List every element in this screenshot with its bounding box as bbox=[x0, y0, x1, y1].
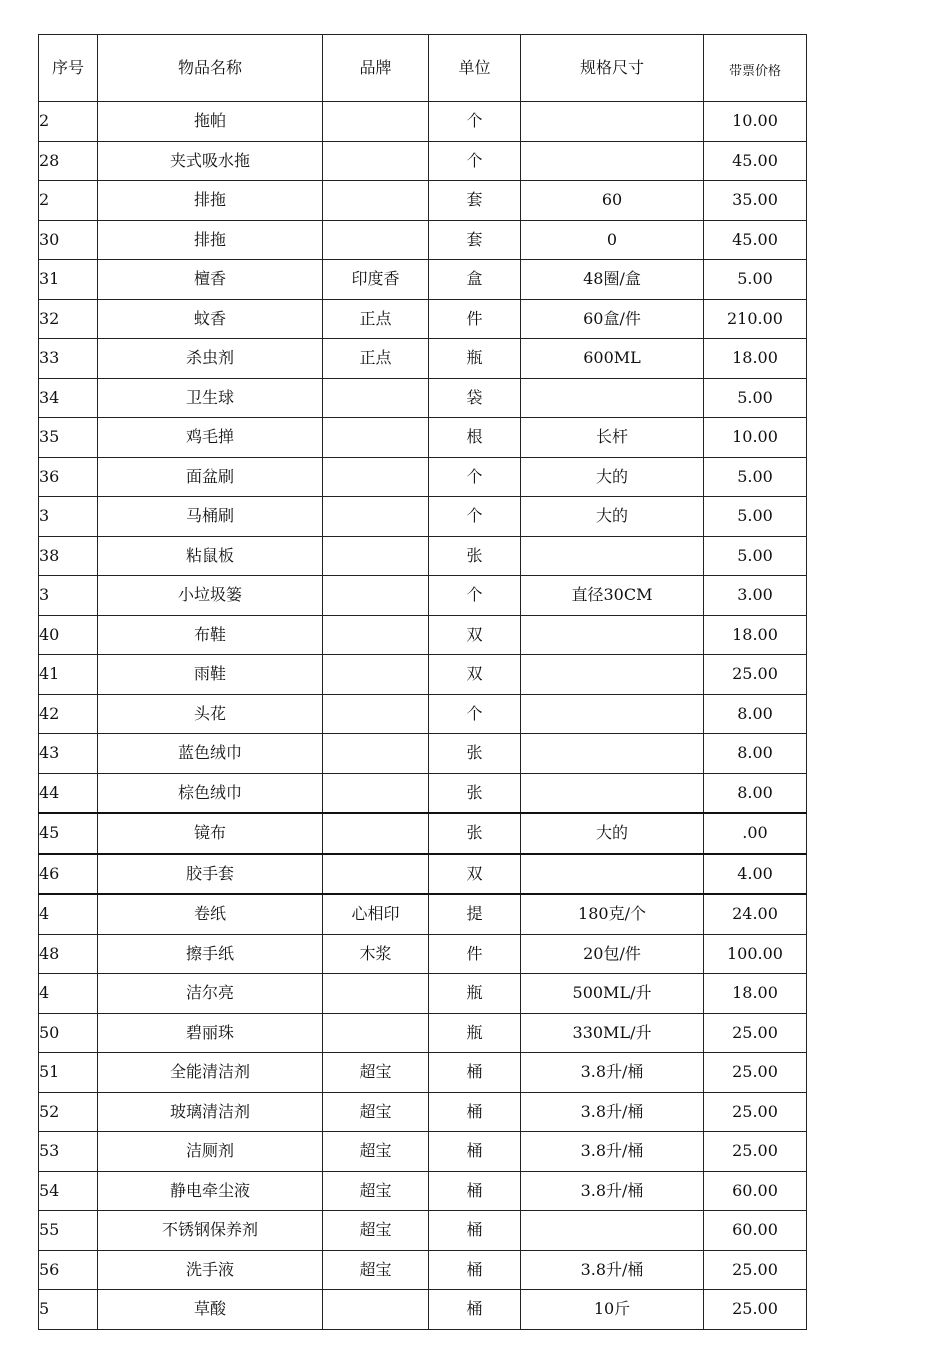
cell-price: 5.00 bbox=[704, 378, 807, 418]
cell-no: 56 bbox=[39, 1250, 98, 1290]
table-row bbox=[39, 181, 807, 221]
cell-price: 5.00 bbox=[704, 260, 807, 300]
cell-brand: 印度香 bbox=[323, 260, 429, 300]
cell-unit: 张 bbox=[429, 536, 521, 576]
cell-no: 45 bbox=[39, 813, 98, 854]
cell-unit: 套 bbox=[429, 220, 521, 260]
cell-price: 35.00 bbox=[704, 181, 807, 221]
header-unit: 单位 bbox=[429, 35, 521, 102]
cell-unit: 件 bbox=[429, 299, 521, 339]
cell-spec: 3.8升/桶 bbox=[521, 1132, 704, 1172]
cell-name: 全能清洁剂 bbox=[98, 1053, 323, 1093]
cell-brand: 超宝 bbox=[323, 1053, 429, 1093]
table-row bbox=[39, 1092, 807, 1132]
cell-brand bbox=[323, 536, 429, 576]
cell-spec: 3.8升/桶 bbox=[521, 1092, 704, 1132]
table-row bbox=[39, 974, 807, 1014]
cell-spec: 大的 bbox=[521, 813, 704, 854]
cell-no: 33 bbox=[39, 339, 98, 379]
cell-brand bbox=[323, 974, 429, 1014]
cell-unit: 桶 bbox=[429, 1053, 521, 1093]
cell-price: 60.00 bbox=[704, 1171, 807, 1211]
cell-name: 马桶刷 bbox=[98, 497, 323, 537]
cell-spec bbox=[521, 615, 704, 655]
cell-unit: 个 bbox=[429, 694, 521, 734]
cell-price: 25.00 bbox=[704, 655, 807, 695]
cell-name: 洁厕剂 bbox=[98, 1132, 323, 1172]
table-row bbox=[39, 1132, 807, 1172]
cell-spec bbox=[521, 734, 704, 774]
cell-unit: 袋 bbox=[429, 378, 521, 418]
cell-price: 24.00 bbox=[704, 894, 807, 934]
cell-brand bbox=[323, 220, 429, 260]
cell-name: 卫生球 bbox=[98, 378, 323, 418]
cell-no: 30 bbox=[39, 220, 98, 260]
cell-name: 檀香 bbox=[98, 260, 323, 300]
cell-price: 25.00 bbox=[704, 1290, 807, 1330]
cell-name: 洁尔亮 bbox=[98, 974, 323, 1014]
cell-no: 38 bbox=[39, 536, 98, 576]
cell-price: 5.00 bbox=[704, 497, 807, 537]
cell-price: 10.00 bbox=[704, 102, 807, 142]
cell-name: 头花 bbox=[98, 694, 323, 734]
cell-brand bbox=[323, 497, 429, 537]
cell-unit: 个 bbox=[429, 497, 521, 537]
table-row bbox=[39, 1211, 807, 1251]
table-row bbox=[39, 934, 807, 974]
cell-name: 卷纸 bbox=[98, 894, 323, 934]
cell-spec bbox=[521, 536, 704, 576]
cell-price: 25.00 bbox=[704, 1092, 807, 1132]
cell-unit: 张 bbox=[429, 813, 521, 854]
table-row bbox=[39, 1171, 807, 1211]
table-row bbox=[39, 497, 807, 537]
cell-brand bbox=[323, 457, 429, 497]
cell-price: .00 bbox=[704, 813, 807, 854]
cell-brand bbox=[323, 1013, 429, 1053]
cell-brand bbox=[323, 418, 429, 458]
cell-unit: 桶 bbox=[429, 1290, 521, 1330]
cell-no: 36 bbox=[39, 457, 98, 497]
cell-unit: 瓶 bbox=[429, 339, 521, 379]
cell-name: 棕色绒巾 bbox=[98, 773, 323, 813]
table-row bbox=[39, 655, 807, 695]
cell-brand bbox=[323, 854, 429, 895]
cell-spec bbox=[521, 773, 704, 813]
cell-unit: 桶 bbox=[429, 1211, 521, 1251]
table-row bbox=[39, 220, 807, 260]
cell-no: 40 bbox=[39, 615, 98, 655]
cell-price: 10.00 bbox=[704, 418, 807, 458]
table-row bbox=[39, 576, 807, 616]
cell-no: 46 bbox=[39, 854, 98, 895]
cell-unit: 双 bbox=[429, 854, 521, 895]
cell-brand: 超宝 bbox=[323, 1211, 429, 1251]
table-header bbox=[39, 35, 807, 102]
cell-name: 洗手液 bbox=[98, 1250, 323, 1290]
cell-no: 4 bbox=[39, 894, 98, 934]
cell-spec: 60盒/件 bbox=[521, 299, 704, 339]
cell-price: 210.00 bbox=[704, 299, 807, 339]
cell-price: 8.00 bbox=[704, 734, 807, 774]
cell-spec: 10斤 bbox=[521, 1290, 704, 1330]
cell-price: 25.00 bbox=[704, 1013, 807, 1053]
cell-price: 5.00 bbox=[704, 536, 807, 576]
cell-brand: 心相印 bbox=[323, 894, 429, 934]
cell-name: 玻璃清洁剂 bbox=[98, 1092, 323, 1132]
cell-brand: 超宝 bbox=[323, 1171, 429, 1211]
cell-price: 45.00 bbox=[704, 141, 807, 181]
cell-name: 排拖 bbox=[98, 181, 323, 221]
cell-spec: 20包/件 bbox=[521, 934, 704, 974]
cell-unit: 盒 bbox=[429, 260, 521, 300]
cell-unit: 个 bbox=[429, 457, 521, 497]
cell-spec bbox=[521, 102, 704, 142]
cell-brand bbox=[323, 694, 429, 734]
table-row bbox=[39, 894, 807, 934]
cell-price: 100.00 bbox=[704, 934, 807, 974]
header-no: 序号 bbox=[39, 35, 98, 102]
price-list-table bbox=[38, 34, 807, 1330]
cell-spec: 500ML/升 bbox=[521, 974, 704, 1014]
cell-name: 静电牵尘液 bbox=[98, 1171, 323, 1211]
cell-name: 粘鼠板 bbox=[98, 536, 323, 576]
table-body bbox=[39, 102, 807, 1330]
cell-spec: 3.8升/桶 bbox=[521, 1250, 704, 1290]
table-row bbox=[39, 141, 807, 181]
cell-price: 18.00 bbox=[704, 615, 807, 655]
cell-brand bbox=[323, 181, 429, 221]
cell-no: 50 bbox=[39, 1013, 98, 1053]
cell-price: 45.00 bbox=[704, 220, 807, 260]
cell-spec: 0 bbox=[521, 220, 704, 260]
cell-name: 胶手套 bbox=[98, 854, 323, 895]
cell-spec bbox=[521, 655, 704, 695]
table-row bbox=[39, 773, 807, 813]
cell-brand bbox=[323, 615, 429, 655]
cell-no: 42 bbox=[39, 694, 98, 734]
table-row bbox=[39, 299, 807, 339]
cell-price: 18.00 bbox=[704, 974, 807, 1014]
cell-no: 32 bbox=[39, 299, 98, 339]
cell-unit: 双 bbox=[429, 615, 521, 655]
cell-unit: 桶 bbox=[429, 1171, 521, 1211]
cell-name: 鸡毛掸 bbox=[98, 418, 323, 458]
cell-no: 3 bbox=[39, 576, 98, 616]
cell-unit: 瓶 bbox=[429, 974, 521, 1014]
cell-brand bbox=[323, 378, 429, 418]
table-row bbox=[39, 378, 807, 418]
cell-name: 镜布 bbox=[98, 813, 323, 854]
cell-no: 4 bbox=[39, 974, 98, 1014]
cell-spec: 330ML/升 bbox=[521, 1013, 704, 1053]
table-row bbox=[39, 260, 807, 300]
cell-name: 蚊香 bbox=[98, 299, 323, 339]
header-name: 物品名称 bbox=[98, 35, 323, 102]
header-spec: 规格尺寸 bbox=[521, 35, 704, 102]
cell-price: 25.00 bbox=[704, 1053, 807, 1093]
table-row bbox=[39, 536, 807, 576]
cell-name: 小垃圾篓 bbox=[98, 576, 323, 616]
cell-spec bbox=[521, 854, 704, 895]
cell-name: 布鞋 bbox=[98, 615, 323, 655]
cell-name: 碧丽珠 bbox=[98, 1013, 323, 1053]
table-row bbox=[39, 615, 807, 655]
cell-no: 55 bbox=[39, 1211, 98, 1251]
cell-unit: 个 bbox=[429, 141, 521, 181]
cell-price: 4.00 bbox=[704, 854, 807, 895]
table-row bbox=[39, 734, 807, 774]
cell-name: 擦手纸 bbox=[98, 934, 323, 974]
cell-unit: 桶 bbox=[429, 1132, 521, 1172]
table-row bbox=[39, 418, 807, 458]
cell-brand: 正点 bbox=[323, 299, 429, 339]
cell-no: 2 bbox=[39, 181, 98, 221]
cell-name: 夹式吸水拖 bbox=[98, 141, 323, 181]
cell-no: 31 bbox=[39, 260, 98, 300]
cell-brand: 木浆 bbox=[323, 934, 429, 974]
cell-brand bbox=[323, 655, 429, 695]
header-brand: 品牌 bbox=[323, 35, 429, 102]
cell-name: 面盆刷 bbox=[98, 457, 323, 497]
cell-spec: 大的 bbox=[521, 497, 704, 537]
table-row bbox=[39, 457, 807, 497]
cell-price: 18.00 bbox=[704, 339, 807, 379]
cell-unit: 张 bbox=[429, 773, 521, 813]
cell-unit: 双 bbox=[429, 655, 521, 695]
table-row bbox=[39, 1053, 807, 1093]
cell-spec: 长杆 bbox=[521, 418, 704, 458]
cell-brand: 超宝 bbox=[323, 1132, 429, 1172]
cell-name: 杀虫剂 bbox=[98, 339, 323, 379]
header-price: 带票价格 bbox=[704, 35, 807, 102]
cell-unit: 瓶 bbox=[429, 1013, 521, 1053]
cell-price: 5.00 bbox=[704, 457, 807, 497]
cell-brand: 超宝 bbox=[323, 1250, 429, 1290]
table-row bbox=[39, 1290, 807, 1330]
cell-no: 44 bbox=[39, 773, 98, 813]
cell-brand bbox=[323, 1290, 429, 1330]
table-row bbox=[39, 813, 807, 854]
cell-unit: 件 bbox=[429, 934, 521, 974]
cell-name: 蓝色绒巾 bbox=[98, 734, 323, 774]
cell-spec: 180克/个 bbox=[521, 894, 704, 934]
cell-unit: 套 bbox=[429, 181, 521, 221]
cell-spec bbox=[521, 694, 704, 734]
cell-spec bbox=[521, 1211, 704, 1251]
cell-no: 34 bbox=[39, 378, 98, 418]
cell-unit: 张 bbox=[429, 734, 521, 774]
table-row bbox=[39, 102, 807, 142]
cell-brand: 超宝 bbox=[323, 1092, 429, 1132]
cell-no: 43 bbox=[39, 734, 98, 774]
cell-brand: 正点 bbox=[323, 339, 429, 379]
cell-name: 雨鞋 bbox=[98, 655, 323, 695]
table-row bbox=[39, 339, 807, 379]
cell-spec: 3.8升/桶 bbox=[521, 1171, 704, 1211]
cell-brand bbox=[323, 773, 429, 813]
cell-no: 48 bbox=[39, 934, 98, 974]
cell-name: 草酸 bbox=[98, 1290, 323, 1330]
cell-no: 52 bbox=[39, 1092, 98, 1132]
cell-unit: 根 bbox=[429, 418, 521, 458]
cell-name: 不锈钢保养剂 bbox=[98, 1211, 323, 1251]
cell-unit: 桶 bbox=[429, 1250, 521, 1290]
cell-price: 8.00 bbox=[704, 773, 807, 813]
cell-unit: 个 bbox=[429, 102, 521, 142]
cell-no: 54 bbox=[39, 1171, 98, 1211]
cell-spec: 3.8升/桶 bbox=[521, 1053, 704, 1093]
cell-spec: 大的 bbox=[521, 457, 704, 497]
cell-price: 25.00 bbox=[704, 1132, 807, 1172]
cell-unit: 桶 bbox=[429, 1092, 521, 1132]
cell-spec: 600ML bbox=[521, 339, 704, 379]
cell-no: 28 bbox=[39, 141, 98, 181]
cell-name: 排拖 bbox=[98, 220, 323, 260]
cell-brand bbox=[323, 734, 429, 774]
cell-price: 8.00 bbox=[704, 694, 807, 734]
table-row bbox=[39, 1013, 807, 1053]
table-row bbox=[39, 694, 807, 734]
cell-no: 35 bbox=[39, 418, 98, 458]
cell-spec: 60 bbox=[521, 181, 704, 221]
cell-no: 41 bbox=[39, 655, 98, 695]
cell-spec bbox=[521, 141, 704, 181]
cell-brand bbox=[323, 141, 429, 181]
cell-spec: 48圈/盒 bbox=[521, 260, 704, 300]
cell-no: 5 bbox=[39, 1290, 98, 1330]
cell-no: 3 bbox=[39, 497, 98, 537]
cell-unit: 个 bbox=[429, 576, 521, 616]
cell-price: 3.00 bbox=[704, 576, 807, 616]
cell-spec: 直径30CM bbox=[521, 576, 704, 616]
cell-spec bbox=[521, 378, 704, 418]
cell-brand bbox=[323, 813, 429, 854]
header-row bbox=[39, 35, 807, 102]
cell-name: 拖帕 bbox=[98, 102, 323, 142]
cell-no: 2 bbox=[39, 102, 98, 142]
cell-brand bbox=[323, 102, 429, 142]
cell-price: 60.00 bbox=[704, 1211, 807, 1251]
table-row bbox=[39, 854, 807, 895]
cell-unit: 提 bbox=[429, 894, 521, 934]
cell-brand bbox=[323, 576, 429, 616]
table-row bbox=[39, 1250, 807, 1290]
cell-no: 51 bbox=[39, 1053, 98, 1093]
cell-price: 25.00 bbox=[704, 1250, 807, 1290]
cell-no: 53 bbox=[39, 1132, 98, 1172]
